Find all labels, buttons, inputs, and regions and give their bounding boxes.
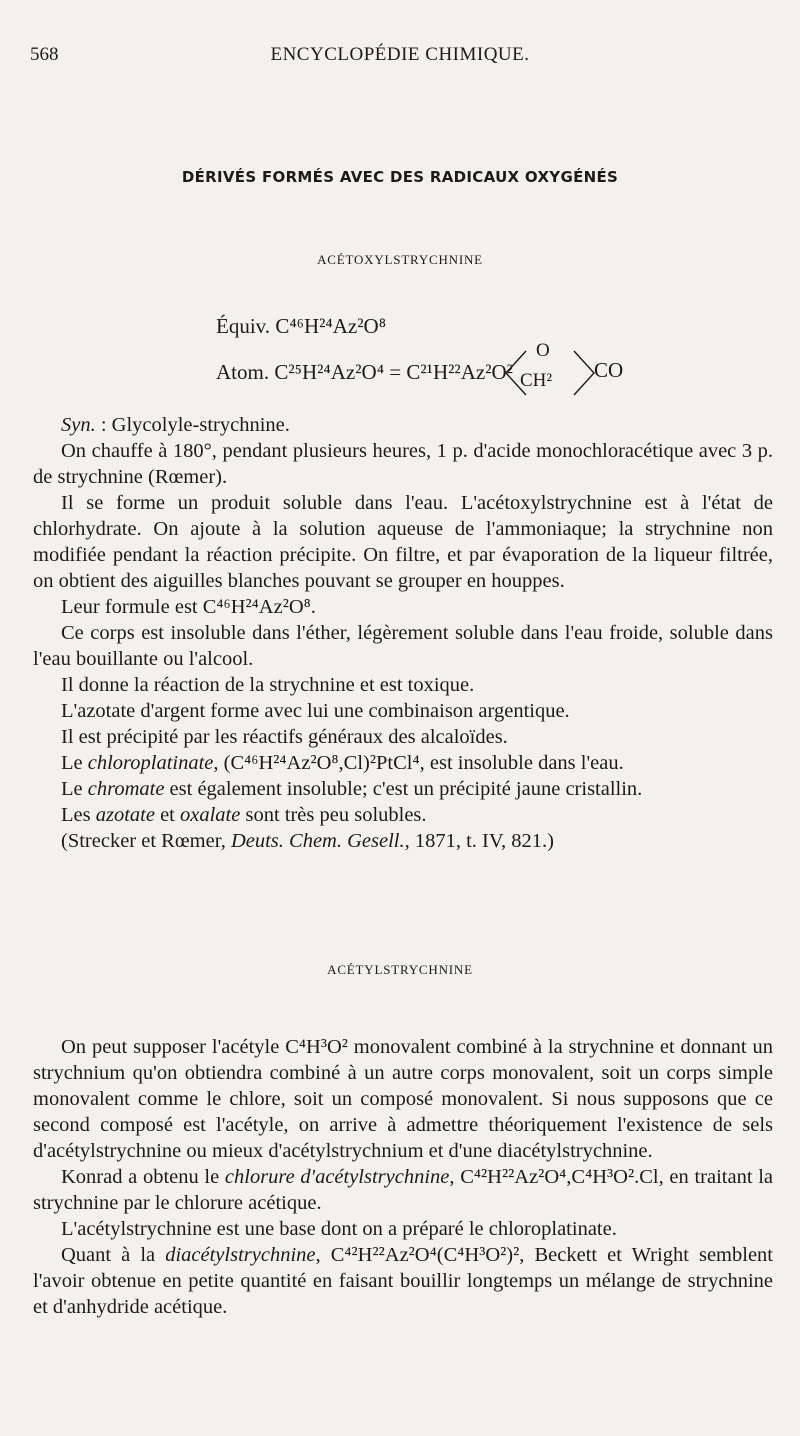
atom-formula <box>216 360 513 385</box>
section-title: DÉRIVÉS FORMÉS AVEC DES RADICAUX OXYGÉNÉS <box>181 168 619 186</box>
paragraph: Leur formule est C⁴⁶H²⁴Az²O⁸. <box>61 596 316 618</box>
azotate-paragraph: Les azotate et oxalate sont très peu solubles. <box>61 804 427 826</box>
synonym-label: Syn. <box>61 414 96 436</box>
reference-paragraph: (Strecker et Rœmer, Deuts. Chem. Gesell., 1871, t. IV, 821.) <box>61 830 554 852</box>
paragraph: Ce corps est insoluble dans l'éther, légèrement soluble dans l'eau froide, soluble dans l'eau bouillante ou l'alcool. <box>33 622 773 670</box>
chromate-paragraph: Le chromate est également insoluble; c'est un précipité jaune cristallin. <box>61 778 643 800</box>
synonym-text: : Glycolyle-strychnine. <box>95 414 290 436</box>
paragraph: L'azotate d'argent forme avec lui une combinaison argentique. <box>61 700 570 722</box>
equiv-label: Équiv. <box>216 314 271 338</box>
atom-label: Atom. <box>216 360 270 384</box>
page-header <box>30 44 770 74</box>
ring-oxygen: O <box>536 340 550 361</box>
paragraph: L'acétylstrychnine est une base dont on a préparé le chloroplatinate. <box>61 1218 617 1240</box>
paragraph: On peut supposer l'acétyle C⁴H³O² monovalent combiné à la strychnine et donnant un strychnium qu'on obtiendra combiné à un autre corps monovalent, soit un corps simple monovalent comme le chlore, soit un composé monovalent. Si nous supposons que ce second composé est l'acétyle, on arrive à admettre théoriquement l'existence de sels d'acétylstrychnine ou mieux d'acétylstrychnium et d'une diacétylstrychnine. <box>33 1036 773 1162</box>
equiv-value: C⁴⁶H²⁴Az²O⁸ <box>275 314 387 338</box>
paragraph: Il se forme un produit soluble dans l'eau. L'acétoxylstrychnine est à l'état de chlorhydrate. On ajoute à la solution aqueuse de l'ammoniaque; la strychnine non modifiée pendant la réaction précipite. On filtre, et par évaporation de la liqueur filtrée, on obtient des aiguilles blanches pouvant se grouper en houppes. <box>33 492 773 592</box>
konrad-paragraph: Konrad a obtenu le chlorure d'acétylstrychnine, C⁴²H²²Az²O⁴,C⁴H³O².Cl, en traitant la strychnine par le chlorure acétique. <box>33 1166 773 1214</box>
diacetyl-paragraph: Quant à la diacétylstrychnine, C⁴²H²²Az²O⁴(C⁴H³O²)², Beckett et Wright semblent l'avoir obtenue en petite quantité en faisant bouillir longtemps un mélange de strychnine et d'anhydride acétique. <box>33 1244 773 1318</box>
body-section-1 <box>33 412 773 854</box>
body-section-2 <box>33 1034 773 1320</box>
paragraph: Il donne la réaction de la strychnine et est toxique. <box>61 674 475 696</box>
ring-ch2: CH² <box>520 370 553 391</box>
subsection-title-acetoxylstrychnine: ACÉTOXYLSTRYCHNINE <box>317 252 483 267</box>
paragraph: On chauffe à 180°, pendant plusieurs heures, 1 p. d'acide monochloracétique avec 3 p. de strychnine (Rœmer). <box>33 440 773 488</box>
equiv-formula <box>216 314 386 339</box>
paragraph: Il est précipité par les réactifs généraux des alcaloïdes. <box>61 726 508 748</box>
ring-co: CO <box>594 358 624 382</box>
running-title: ENCYCLOPÉDIE CHIMIQUE. <box>270 44 530 65</box>
synonym-line <box>33 412 773 438</box>
atom-value: C²⁵H²⁴Az²O⁴ = C²¹H²²Az²O² <box>274 360 513 384</box>
page-number: 568 <box>30 44 59 65</box>
chloroplatinate-paragraph: Le chloroplatinate, (C⁴⁶H²⁴Az²O⁸,Cl)²PtCl⁴, est insoluble dans l'eau. <box>61 752 624 774</box>
subsection-title-acetylstrychnine: ACÉTYLSTRYCHNINE <box>327 962 473 977</box>
